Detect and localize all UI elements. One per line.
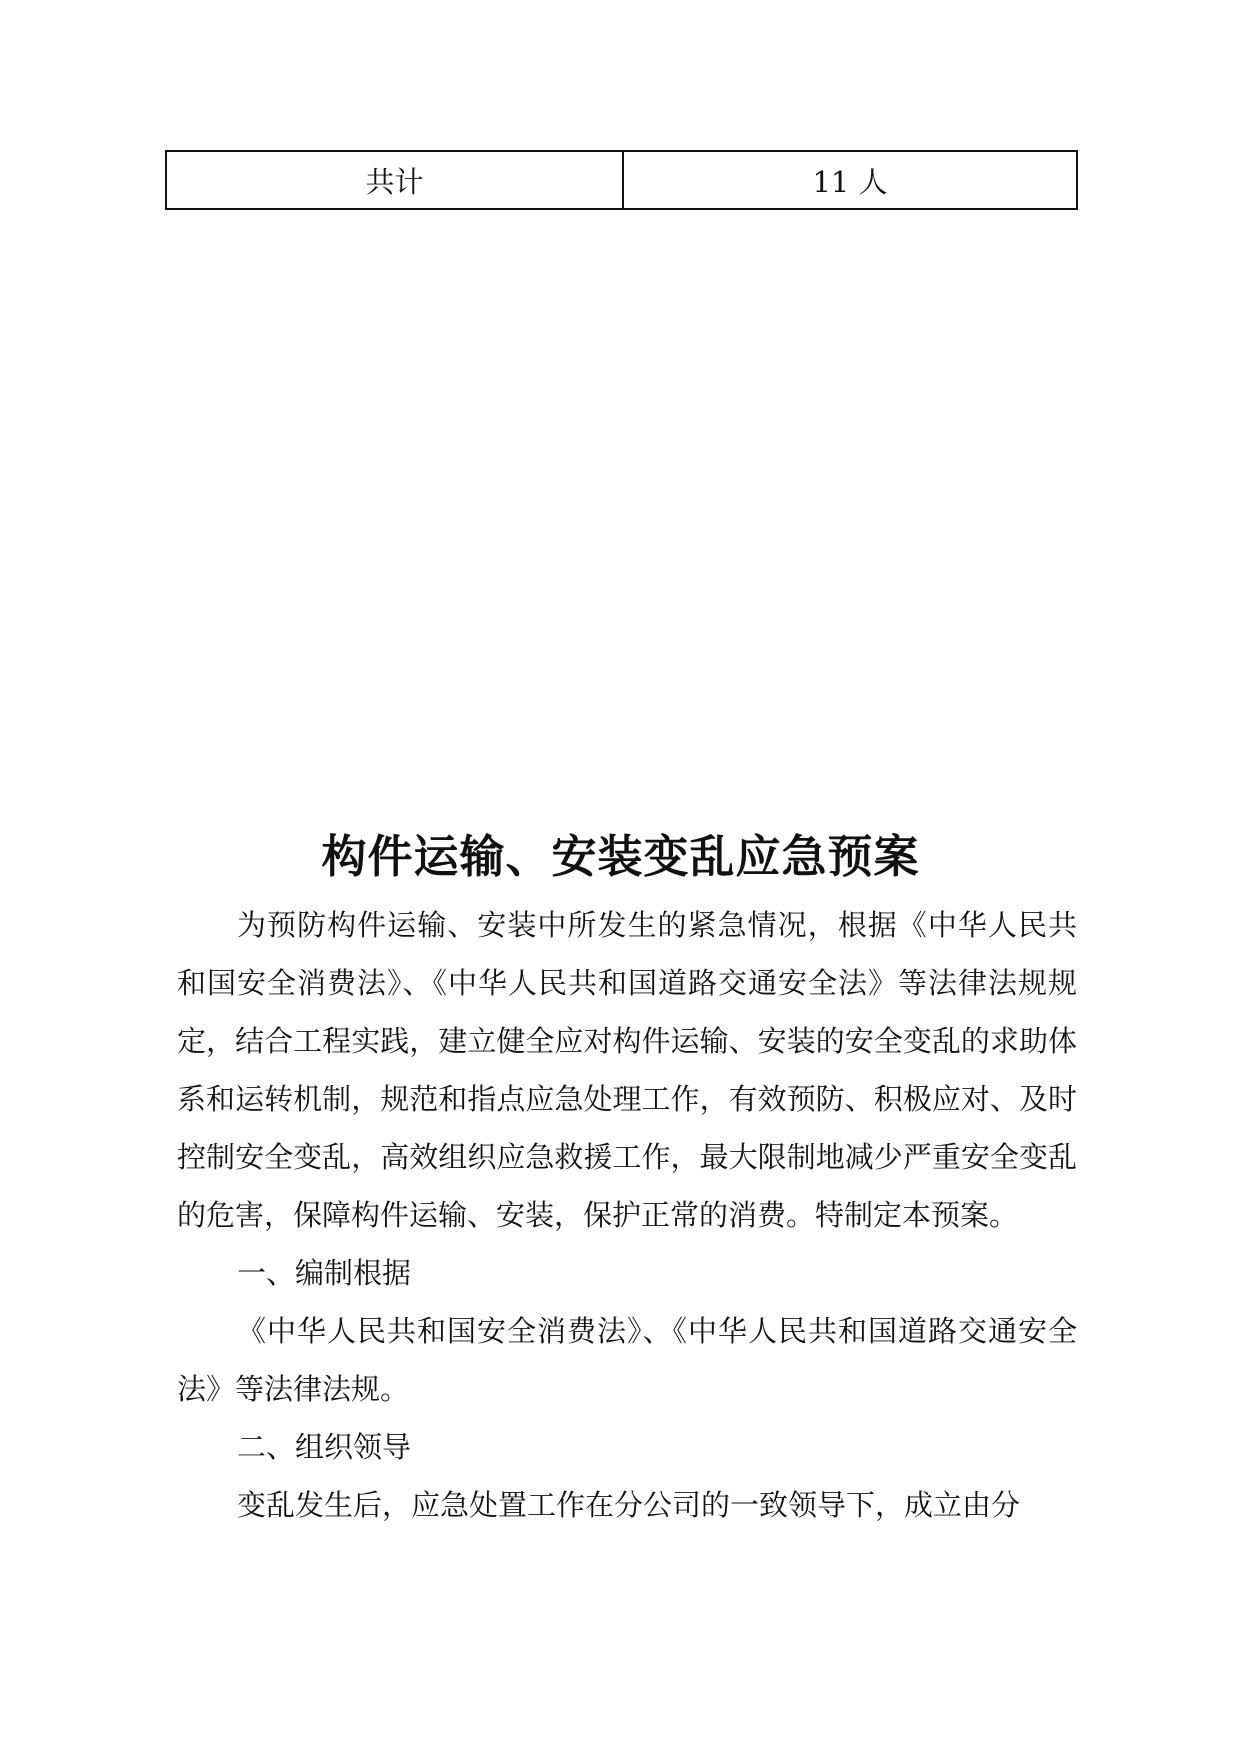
intro-paragraph: 为预防构件运输、安装中所发生的紧急情况，根据《中华人民共和国安全消费法》、《中华人民共和国道路交通安全法》等法律法规规定，结合工程实践，建立健全应对构件运输、安装的安全变乱的求助体系和运转机制，规范和指点应急处理工作，有效预防、积极应对、及时控制安全变乱，高效组织应急救援工作，最大限制地减少严重安全变乱的危害，保障构件运输、安装，保护正常的消费。特制定本预案。 <box>177 908 1077 1232</box>
section-paragraph: 变乱发生后，应急处置工作在分公司的一致领导下，成立由分 <box>237 1488 1021 1522</box>
total-value-cell: 11 人 <box>623 151 1077 209</box>
section-heading: 一、编制根据 <box>237 1256 412 1290</box>
section-heading: 二、组织领导 <box>237 1430 412 1464</box>
section-paragraph: 《中华人民共和国安全消费法》、《中华人民共和国道路交通安全法》等法律法规。 <box>177 1314 1077 1406</box>
total-table <box>165 150 1078 210</box>
document-title: 构件运输、安装变乱应急预案 <box>321 830 920 883</box>
total-label-cell: 共计 <box>166 151 623 209</box>
table-row <box>166 151 1077 209</box>
document-body <box>177 896 1077 1534</box>
